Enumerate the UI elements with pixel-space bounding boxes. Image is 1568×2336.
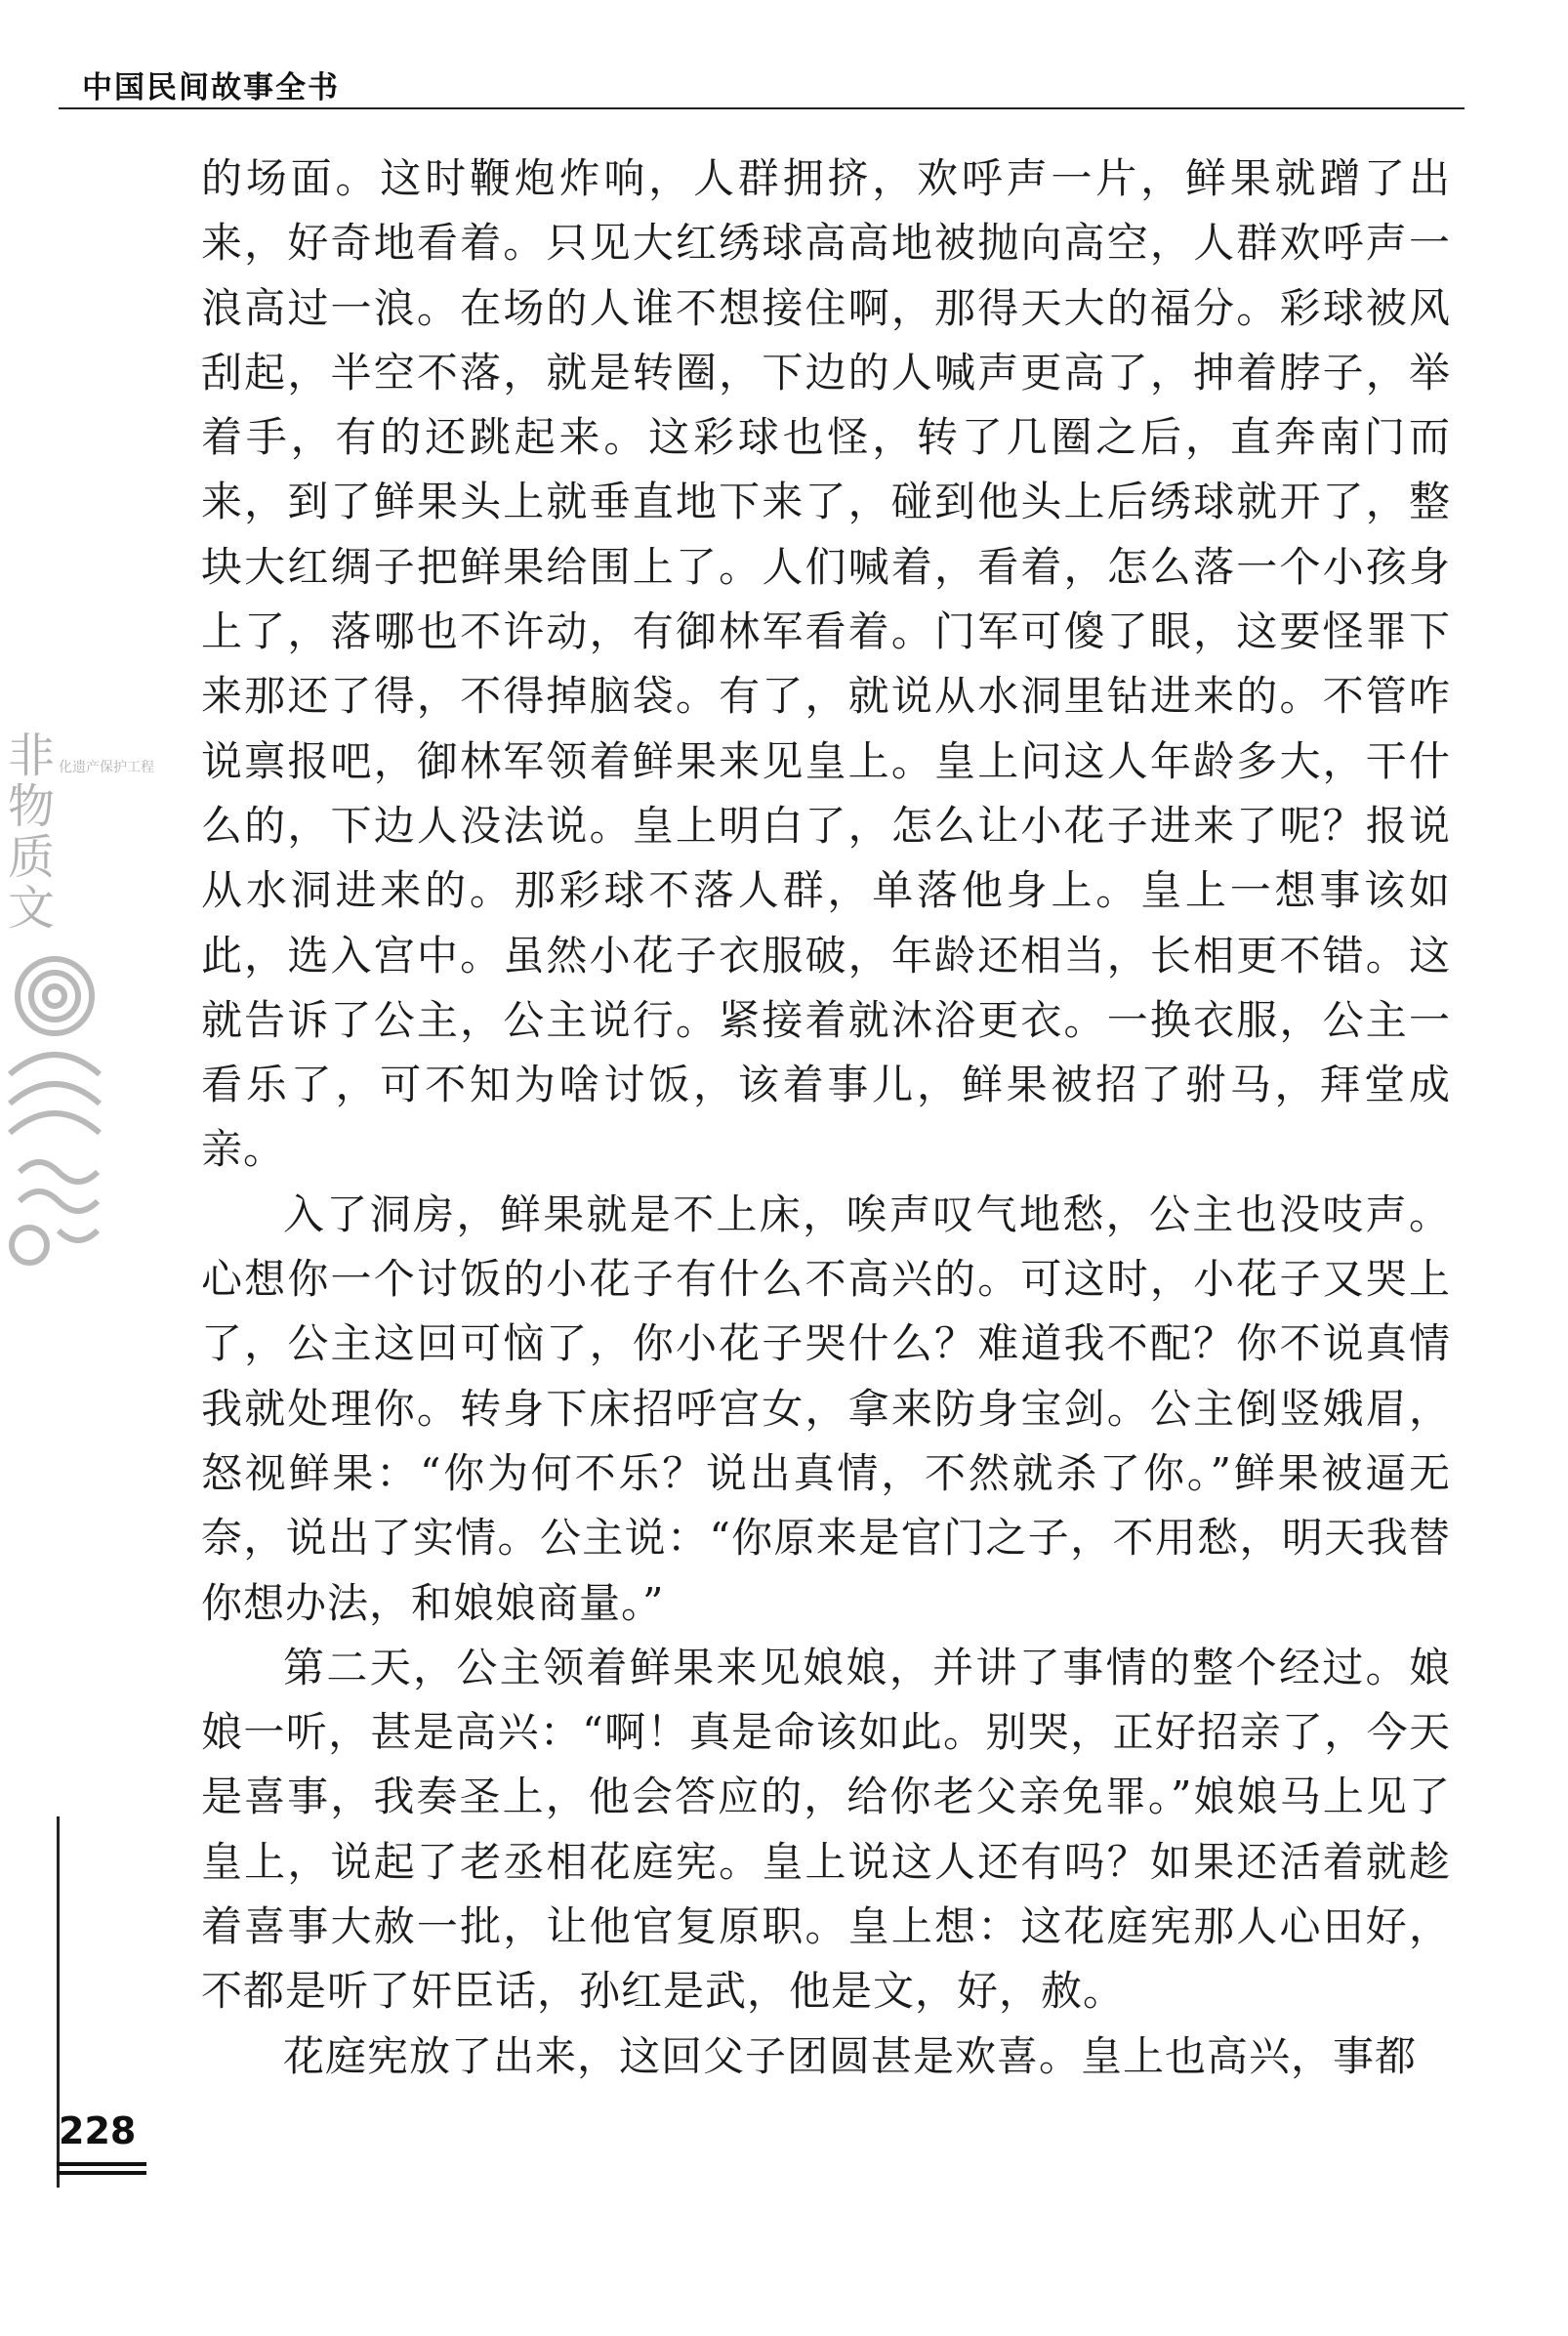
header-rule [59,107,1465,109]
series-title: 中国民间故事全书 [82,70,340,105]
paragraph-1: 的场面。这时鞭炮炸响，人群拥挤，欢呼声一片，鲜果就蹭了出来，好奇地看着。只见大红绣球高高地被抛向高空，人群欢呼声一浪高过一浪。在场的人谁不想接住啊，那得天大的福分。彩球被风刮起，半空不落，就是转圈，下边的人喊声更高了，抻着脖子，举着手，有的还跳起来。这彩球也怪，转了几圈之后，直奔南门而来，到了鲜果头上就垂直地下来了，碰到他头上后绣球就开了，整块大红绸子把鲜果给围上了。人们喊着，看着，怎么落一个小孩身上了，落哪也不许动，有御林军看着。门军可傻了眼，这要怪罪下来那还了得，不得掉脑袋。有了，就说从水洞里钻进来的。不管咋说禀报吧，御林军领着鲜果来见皇上。皇上问这人年龄多大，干什么的，下边人没法说。皇上明白了，怎么让小花子进来了呢？报说从水洞进来的。那彩球不落人群，单落他身上。皇上一想事该如此，选入宫中。虽然小花子衣服破，年龄还相当，长相更不错。这就告诉了公主，公主说行。紧接着就沐浴更衣。一换衣服，公主一看乐了，可不知为啥讨饭，该着事儿，鲜果被招了驸马，拜堂成亲。 [201,154,1451,1174]
side-banner-text: 非物质文化遗产保护工程 [8,729,154,936]
paragraph-4: 花庭宪放了出来，这回父子团圆甚是欢喜。皇上也高兴，事都 [283,2031,1418,2080]
page-number: 228 [59,2109,137,2152]
paragraph-2: 入了洞房，鲜果就是不上床，唉声叹气地愁，公主也没吱声。心想你一个讨饭的小花子有什么不高兴的。可这时，小花子又哭上了，公主这回可恼了，你小花子哭什么？难道我不配？你不说真情我就处理你。转身下床招呼宫女，拿来防身宝剑。公主倒竖娥眉，怒视鲜果：“你为何不乐？说出真情，不然就杀了你。”鲜果被逼无奈，说出了实情。公主说：“你原来是官门之子，不用愁，明天我替你想办法，和娘娘商量。” [201,1189,1451,1627]
footer-bars [57,2162,146,2184]
story-body [201,146,1451,2089]
paragraph-3: 第二天，公主领着鲜果来见娘娘，并讲了事情的整个经过。娘娘一听，甚是高兴：“啊！真是命该如此。别哭，正好招亲了，今天是喜事，我奏圣上，他会答应的，给你老父亲免罪。”娘娘马上见了皇上，说起了老丞相花庭宪。皇上说这人还有吗？如果还活着就趁着喜事大赦一批，让他官复原职。皇上想：这花庭宪那人心田好，不都是听了奸臣话，孙红是武，他是文，好，赦。 [201,1643,1451,2016]
side-ornament [0,703,154,1289]
